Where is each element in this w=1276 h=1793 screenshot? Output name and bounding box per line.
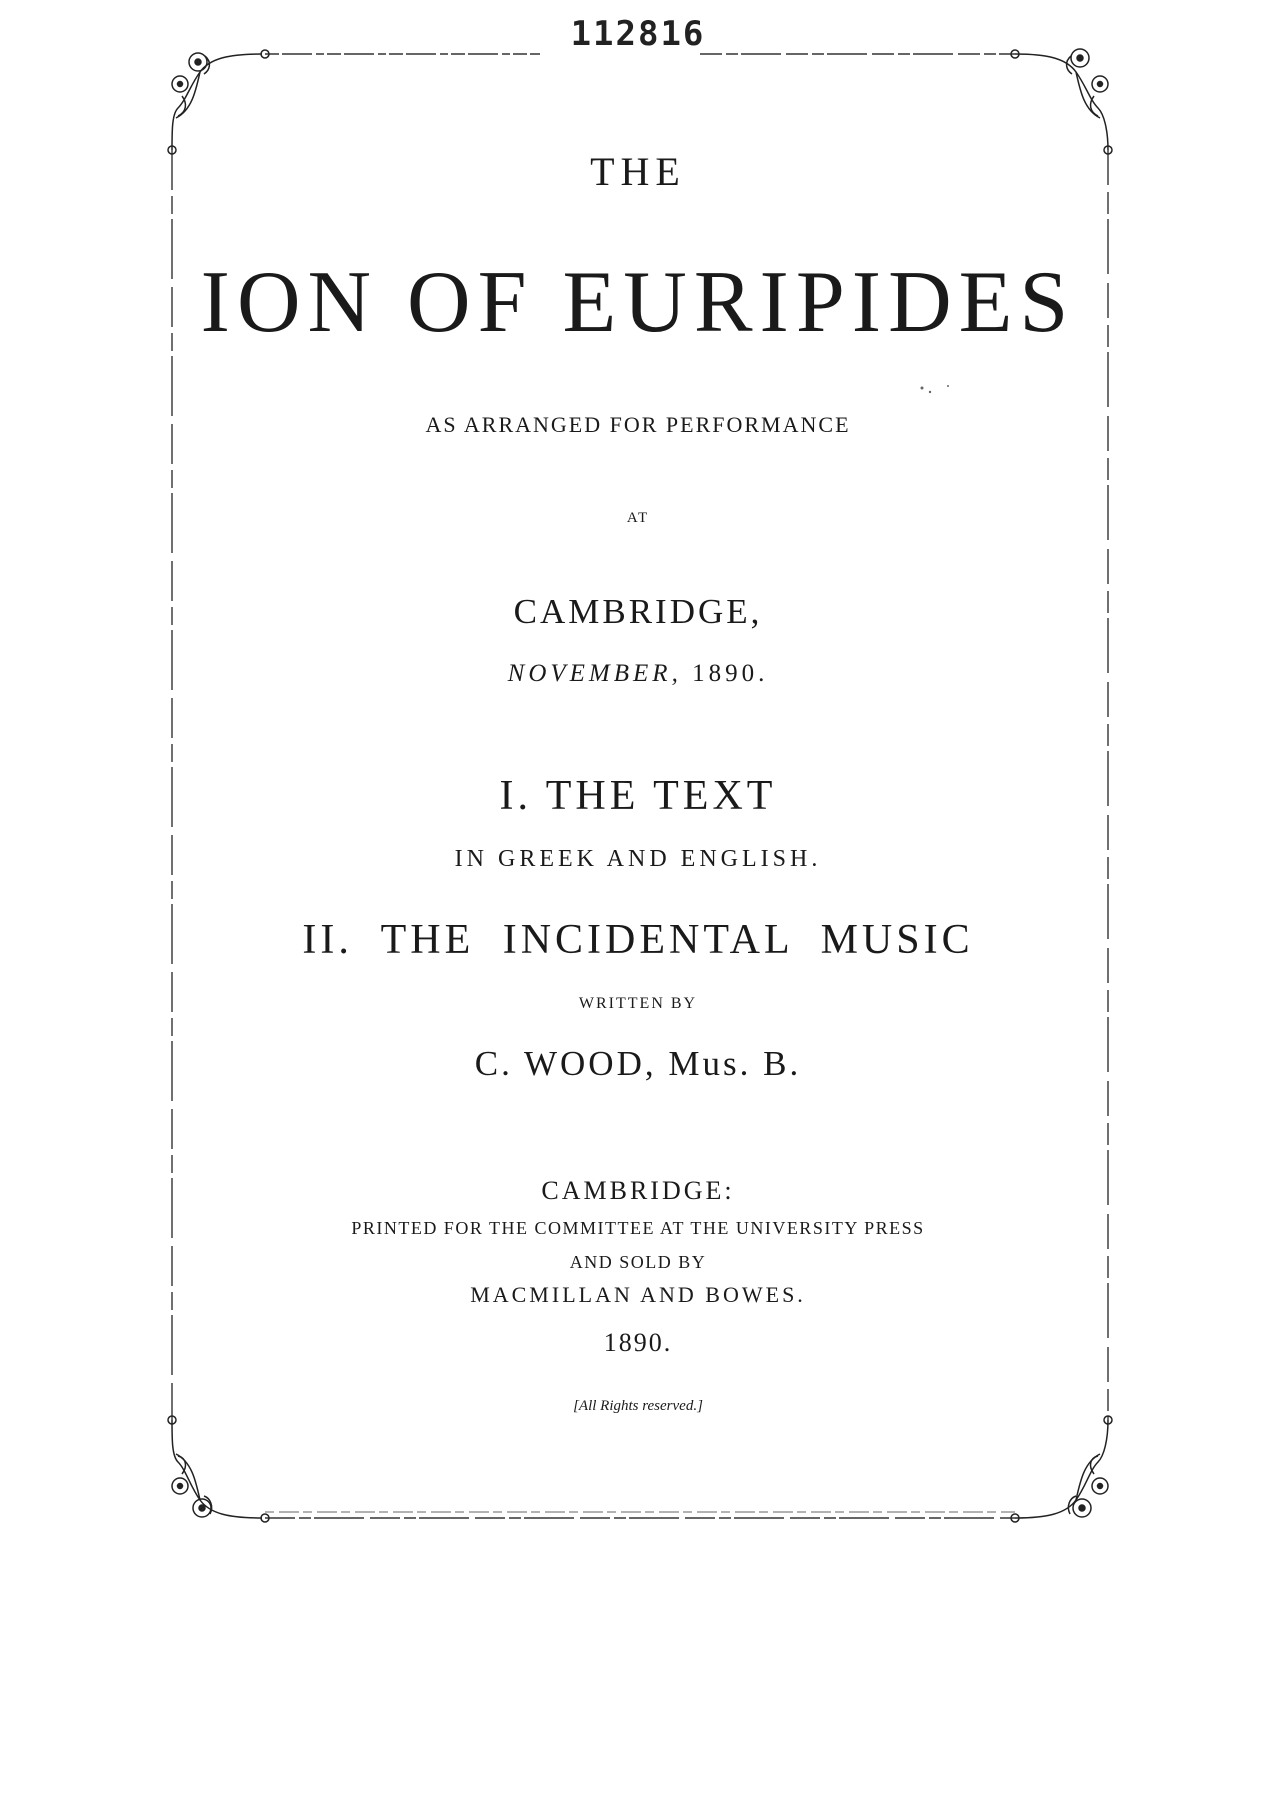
corner-ornament-top-left <box>168 50 269 154</box>
rights-notice: [All Rights reserved.] <box>573 1398 703 1414</box>
arranged-line: AS ARRANGED FOR PERFORMANCE <box>425 412 851 437</box>
imprint-sold-by: AND SOLD BY <box>569 1252 707 1272</box>
performance-date <box>0 660 1276 688</box>
part-one-subheading: IN GREEK AND ENGLISH. <box>454 846 822 872</box>
page-title: ION OF EURIPIDES <box>200 254 1076 351</box>
imprint-printed: PRINTED FOR THE COMMITTEE AT THE UNIVERSITY PRESS <box>351 1218 925 1238</box>
at-line: AT <box>626 510 650 526</box>
corner-ornament-bottom-right <box>1011 1416 1112 1522</box>
corner-ornament-bottom-left <box>168 1416 269 1522</box>
corner-ornament-top-right <box>1011 49 1112 154</box>
title-article: THE <box>590 149 686 194</box>
written-by-line: WRITTEN BY <box>578 995 698 1012</box>
composer-name: C. WOOD, Mus. B. <box>474 1044 802 1083</box>
performance-place: CAMBRIDGE, <box>513 592 763 631</box>
imprint-year: 1890. <box>603 1328 673 1357</box>
part-two-heading: II. THE INCIDENTAL MUSIC <box>302 917 974 963</box>
imprint-publisher: MACMILLAN AND BOWES. <box>470 1282 806 1307</box>
imprint-place: CAMBRIDGE: <box>541 1176 735 1205</box>
library-stamp-number: 112816 <box>570 14 706 54</box>
part-one-heading: I. THE TEXT <box>499 773 777 819</box>
ink-speck <box>921 385 950 393</box>
performance-year: 1890. <box>692 660 769 687</box>
performance-month: NOVEMBER, <box>507 660 682 687</box>
